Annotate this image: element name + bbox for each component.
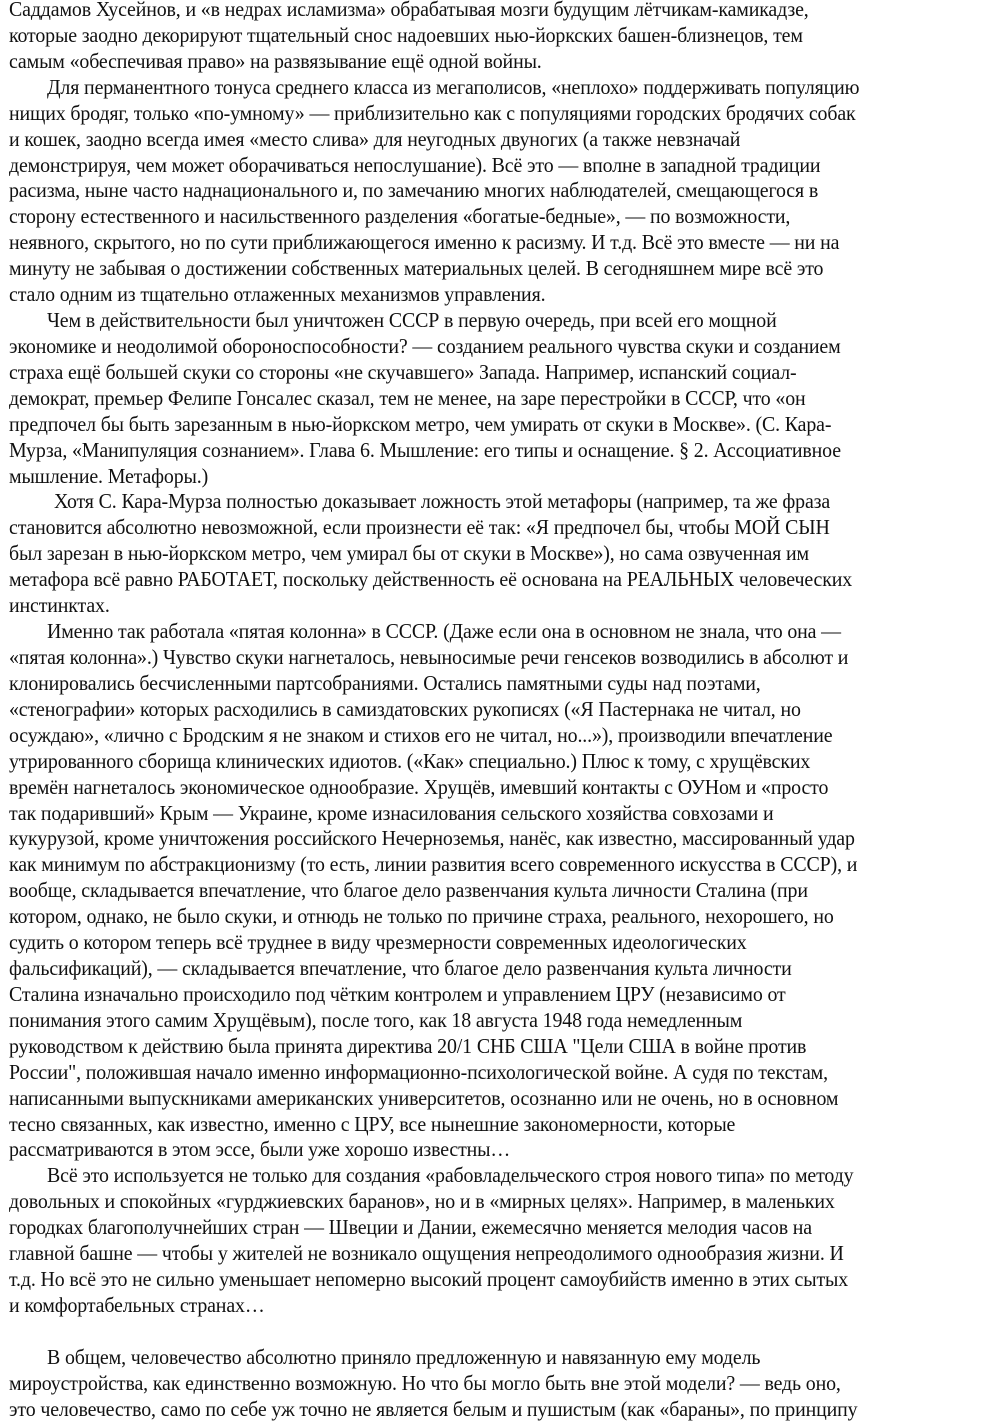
text-line: экономике и неодолимой обороноспособности? — созданием реального чувства скуки и созданием: [9, 333, 841, 358]
text-line: В общем, человечество абсолютно приняло предложенную и навязанную ему модель: [47, 1344, 761, 1369]
text-line: главной башне — чтобы у жителей не возникало ощущения непреодолимого однообразия жизни. И: [9, 1241, 844, 1266]
text-line: страха ещё большей скуки со стороны «не скучавшего» Запада. Например, испанский социал-: [9, 359, 797, 384]
text-line: становится абсолютно невозможной, если произнести её так: «Я предпочел бы, чтобы МОЙ СЫН: [9, 515, 830, 540]
text-line: мышление. Метафоры.): [9, 463, 209, 488]
text-line: Для перманентного тонуса среднего класса из мегаполисов, «неплохо» поддерживать популяцию: [47, 74, 860, 99]
text-line: Сталина изначально происходило под чётким контролем и управлением ЦРУ (независимо от: [9, 981, 786, 1006]
text-line: мироустройства, как единственно возможную. Но что бы могло быть вне этой модели? — ведь оно,: [9, 1370, 841, 1395]
text-line: был зарезан в нью-йоркском метро, чем умирал бы от скуки в Москве»), но сама озвученная им: [9, 541, 809, 566]
text-line: городках благополучнейших стран — Швеции и Дании, ежемесячно меняется мелодия часов на: [9, 1215, 812, 1240]
text-line: понимания этого самим Хрущёвым), после того, как 18 августа 1948 года немедленным: [9, 1007, 743, 1032]
text-line: осуждаю», «лично с Бродским я не знаком и стихов его не читал, но...»), производили впечатление: [9, 722, 833, 747]
text-line: руководством к действию была принята директива 20/1 СНБ США "Цели США в войне против: [9, 1033, 807, 1058]
text-line: клонировались бесчисленными партсобраниями. Остались памятными суды над поэтами,: [9, 670, 761, 695]
text-line: кукурузой, кроме уничтожения российского Нечерноземья, нанёс, как известно, массированный удар: [9, 826, 855, 851]
text-line: Чем в действительности был уничтожен СССР в первую очередь, при всей его мощной: [47, 308, 777, 333]
text-line: самым «обеспечивая право» на развязывание ещё одной войны.: [9, 48, 542, 73]
text-line: стало одним из тщательно отлаженных механизмов управления.: [9, 282, 546, 307]
text-line: «пятая колонна».) Чувство скуки нагнеталось, невыносимые речи генсеков возводились в абсолют и: [9, 645, 849, 669]
text-line: фальсификаций), — складывается впечатление, что благое дело развенчания культа личности: [9, 956, 792, 981]
text-line: вообще, складывается впечатление, что благое дело развенчания культа личности Сталина (при: [9, 878, 808, 903]
text-line: расизма, ныне часто наднационального и, по замечанию многих наблюдателей, смещающегося в: [9, 178, 819, 203]
text-line: «стенографии» которых расходились в самиздатовских рукописях («Я Пастернака не читал, но: [9, 696, 801, 721]
text-line: утрированного сборища клинических идиотов. («Как» специально.) Плюс к тому, с хрущёвских: [9, 748, 811, 773]
text-line: рассматриваются в этом эссе, были уже хорошо известны…: [9, 1137, 511, 1162]
text-line: т.д. Но всё это не сильно уменьшает непомерно высокий процент самоубийств именно в этих сытых: [9, 1267, 849, 1292]
text-line: неявного, скрытого, но по сути приближающегося именно к расизму. И т.д. Всё это вместе — ни на: [9, 230, 840, 255]
text-line: минуту не забывая о достижении собственных материальных целей. В сегодняшнем мире всё это: [9, 256, 824, 281]
text-line: нищих бродяг, только «по-умному» — приблизительно как с популяциями городских бродячих собак: [9, 100, 856, 125]
text-line: сторону естественного и насильственного разделения «богатые-бедные», — по возможности,: [9, 204, 791, 229]
text-line: как минимум по абстракционизму (то есть, линии развития всего современного искусства в СССР), и: [9, 852, 858, 877]
text-line: довольных и спокойных «гурджиевских баранов», но и в «мирных целях». Например, в маленьких: [9, 1189, 835, 1214]
text-line: тесно связанных, как известно, именно с ЦРУ, все нынешние закономерности, которые: [9, 1111, 736, 1136]
text-line: котором, однако, не было скуки, и отнюдь не только по причине страха, реального, нехорошего, но: [9, 904, 834, 929]
text-line: и комфортабельных странах…: [9, 1293, 265, 1317]
text-line: России", положившая начало именно информационно-психологической войне. А судя по текстам,: [9, 1059, 828, 1084]
text-line: судить о котором теперь всё труднее в виду чрезмерности современных идеологических: [9, 930, 747, 955]
text-line: инстинктах.: [9, 593, 110, 618]
text-line: Саддамов Хусейнов, и «в недрах исламизма» обрабатывая мозги будущим лётчикам-камикадзе,: [9, 0, 809, 21]
text-line: которые заодно декорируют тщательный снос надоевших нью-йоркских башен-близнецов, тем: [9, 22, 803, 47]
text-line: и кошек, заодно всегда имея «место слива» для неугодных двуногих (а также невзначай: [9, 126, 741, 151]
text-line: метафора всё равно РАБОТАЕТ, поскольку действенность её основана на РЕАЛЬНЫХ человеческих: [9, 567, 853, 592]
text-line: Именно так работала «пятая колонна» в СССР. (Даже если она в основном не знала, что она —: [47, 619, 841, 644]
text-line: времён нагнеталось экономическое однообразие. Хрущёв, имевший контакты с ОУНом и «просто: [9, 774, 829, 799]
text-line: это человечество, само по себе уж точно не является белым и пушистым (как «бараны», по принципу: [9, 1396, 858, 1421]
text-line: Хотя С. Кара-Мурза полностью доказывает ложность этой метафоры (например, та же фраза: [54, 489, 831, 514]
text-line: написанными выпускниками американских университетов, осознанно или не очень, но в основном: [9, 1085, 839, 1110]
text-line: Мурза, «Манипуляция сознанием». Глава 6. Мышление: его типы и оснащение. § 2. Ассоциативное: [9, 437, 841, 462]
text-line: демократ, премьер Фелипе Гонсалес сказал, тем не менее, на заре перестройки в СССР, что «он: [9, 385, 806, 410]
text-line: предпочел бы быть зарезанным в нью-йоркском метро, чем умирать от скуки в Москве». (С. Кара-: [9, 411, 832, 436]
text-line: демонстрируя, чем может оборачиваться непослушание). Всё это — вполне в западной традиции: [9, 152, 821, 177]
text-line: Всё это используется не только для создания «рабовладельческого строя нового типа» по методу: [47, 1163, 854, 1188]
text-line: так подаривший» Крым — Украине, кроме изнасилования сельского хозяйства совхозами и: [9, 800, 774, 825]
